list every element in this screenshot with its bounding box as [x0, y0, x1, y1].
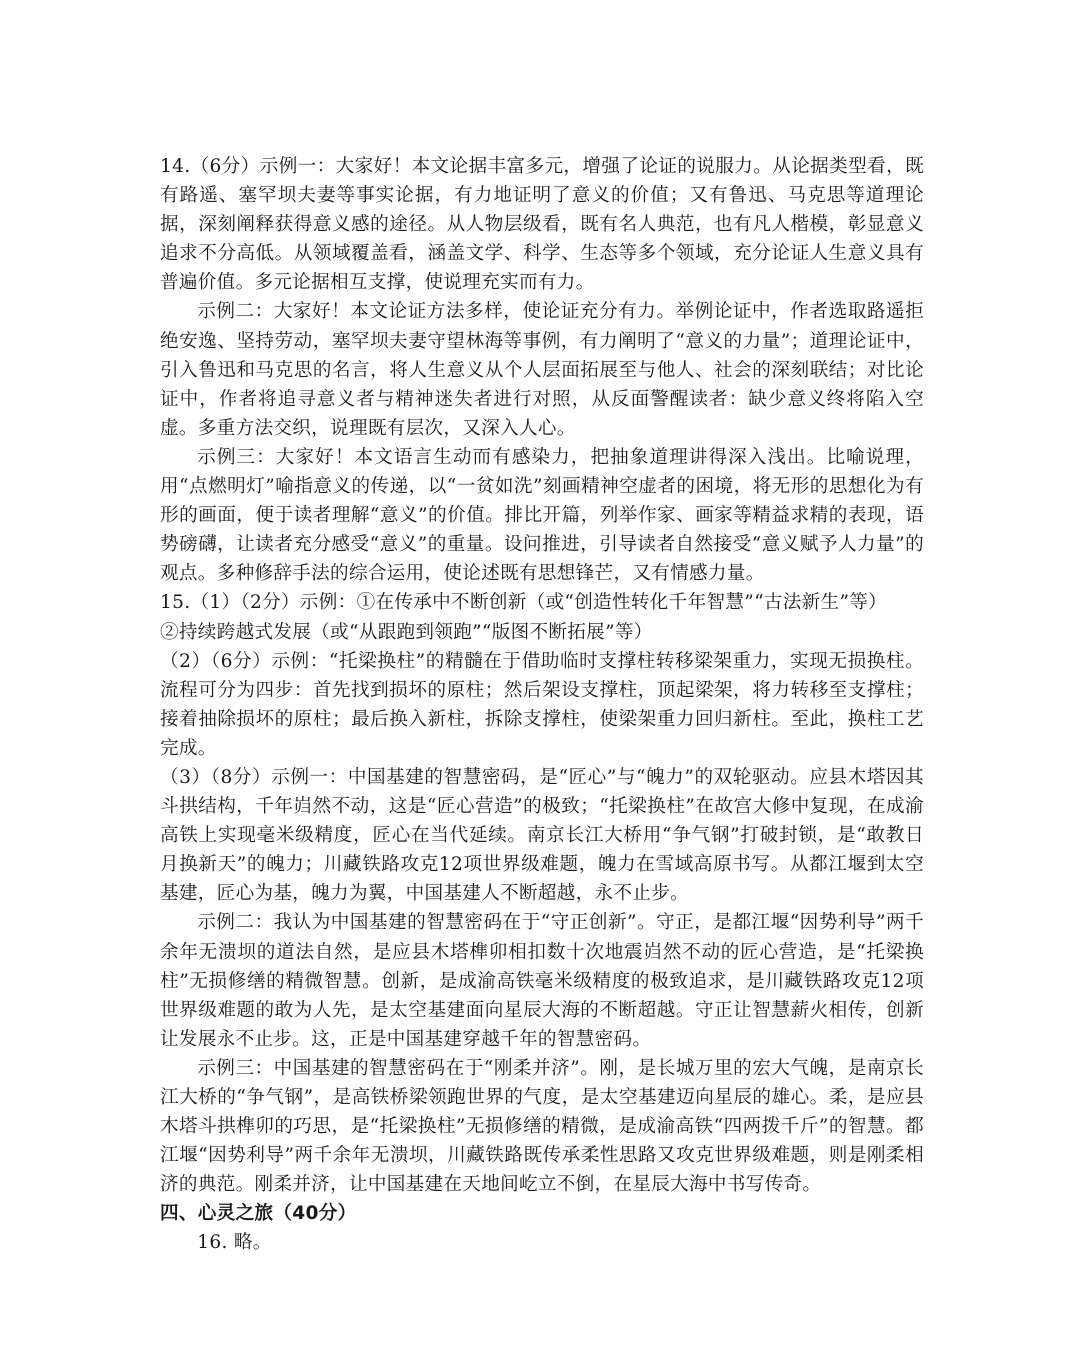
q15-part3-example-1: （3）（8分）示例一：中国基建的智慧密码，是“匠心”与“魄力”的双轮驱动。应县木塔因其斗拱结构，千年岿然不动，这是“匠心营造”的极致；“托梁换柱”在故宫大修中复现，在成渝高铁上实现毫米级精度，匠心在当代延续。南京长江大桥用“争气钢”打破封锁，是“敢教日月换新天”的魄力；川藏铁路攻克12项世界级难题，魄力在雪域高原书写。从都江堰到太空基建，匠心为基，魄力为翼，中国基建人不断超越，永不止步。	[160, 766, 924, 905]
q14-example-1: 14.（6分）示例一：大家好！本文论据丰富多元，增强了论证的说服力。从论据类型看，既有路遥、塞罕坝夫妻等事实论据，有力地证明了意义的价值；又有鲁迅、马克思等道理论据，深刻阐释获得意义感的途径。从人物层级看，既有名人典范，也有凡人楷模，彰显意义追求不分高低。从领域覆盖看，涵盖文学、科学、生态等多个领域，充分论证人生意义具有普遍价值。多元论据相互支撑，使说理充实而有力。	[160, 156, 924, 294]
q14-example-2: 示例二：大家好！本文论证方法多样，使论证充分有力。举例论证中，作者选取路遥拒绝安逸、坚持劳动，塞罕坝夫妻守望林海等事例，有力阐明了“意义的力量”；道理论证中，引入鲁迅和马克思的名言，将人生意义从个人层面拓展至与他人、社会的深刻联结；对比论证中，作者将追寻意义者与精神迷失者进行对照，从反面警醒读者：缺少意义终将陷入空虚。多重方法交织，说理既有层次，又深入人心。	[160, 301, 924, 439]
q14-example-3: 示例三：大家好！本文语言生动而有感染力，把抽象道理讲得深入浅出。比喻说理，用“点燃明灯”喻指意义的传递，以“一贫如洗”刻画精神空虚者的困境，将无形的思想化为有形的画面，便于读者理解“意义”的价值。排比开篇，列举作家、画家等精益求精的表现，语势磅礴，让读者充分感受“意义”的重量。设问推进，引导读者自然接受“意义赋予人力量”的观点。多种修辞手法的综合运用，使论述既有思想锋芒，又有情感力量。	[160, 446, 924, 585]
q15-part1-line2: ②持续跨越式发展（或“从跟跑到领跑”“版图不断拓展”等）	[160, 621, 653, 643]
q15-part3-example-3: 示例三：中国基建的智慧密码在于“刚柔并济”。刚，是长城万里的宏大气魄，是南京长江大桥的“争气钢”，是高铁桥梁领跑世界的气度，是太空基建迈向星辰的雄心。柔，是应县木塔斗拱榫卯的巧思，是“托梁换柱”无损修缮的精微，是成渝高铁“四两拨千斤”的智慧。都江堰“因势利导”两千余年无溃坝，川藏铁路既传承柔性思路又攻克世界级难题，则是刚柔相济的典范。刚柔并济，让中国基建在天地间屹立不倒，在星辰大海中书写传奇。	[160, 1057, 924, 1196]
q16-answer: 16. 略。	[197, 1232, 272, 1254]
q15-part3-example-2: 示例二：我认为中国基建的智慧密码在于“守正创新”。守正，是都江堰“因势利导”两千余年无溃坝的道法自然，是应县木塔榫卯相扣数十次地震岿然不动的匠心营造，是“托梁换柱”无损修缮的精微智慧。创新，是成渝高铁毫米级精度的极致追求，是川藏铁路攻克12项世界级难题的敢为人先，是太空基建面向星辰大海的不断超越。守正让智慧薪火相传，创新让发展永不止步。这，正是中国基建穿越千年的智慧密码。	[160, 912, 924, 1050]
q15-part2: （2）（6分）示例：“托梁换柱”的精髓在于借助临时支撑柱转移梁架重力，实现无损换柱。流程可分为四步：首先找到损坏的原柱；然后架设支撑柱，顶起梁架，将力转移至支撑柱；接着抽除损坏的原柱；最后换入新柱，拆除支撑柱，使梁架重力回归新柱。至此，换柱工艺完成。	[160, 650, 924, 759]
section-4-heading: 四、心灵之旅（40分）	[160, 1203, 357, 1225]
q15-part1-line1: 15.（1）（2分）示例：①在传承中不断创新（或“创造性转化千年智慧”“古法新生”等）	[160, 592, 888, 614]
answer-page	[160, 152, 924, 1258]
